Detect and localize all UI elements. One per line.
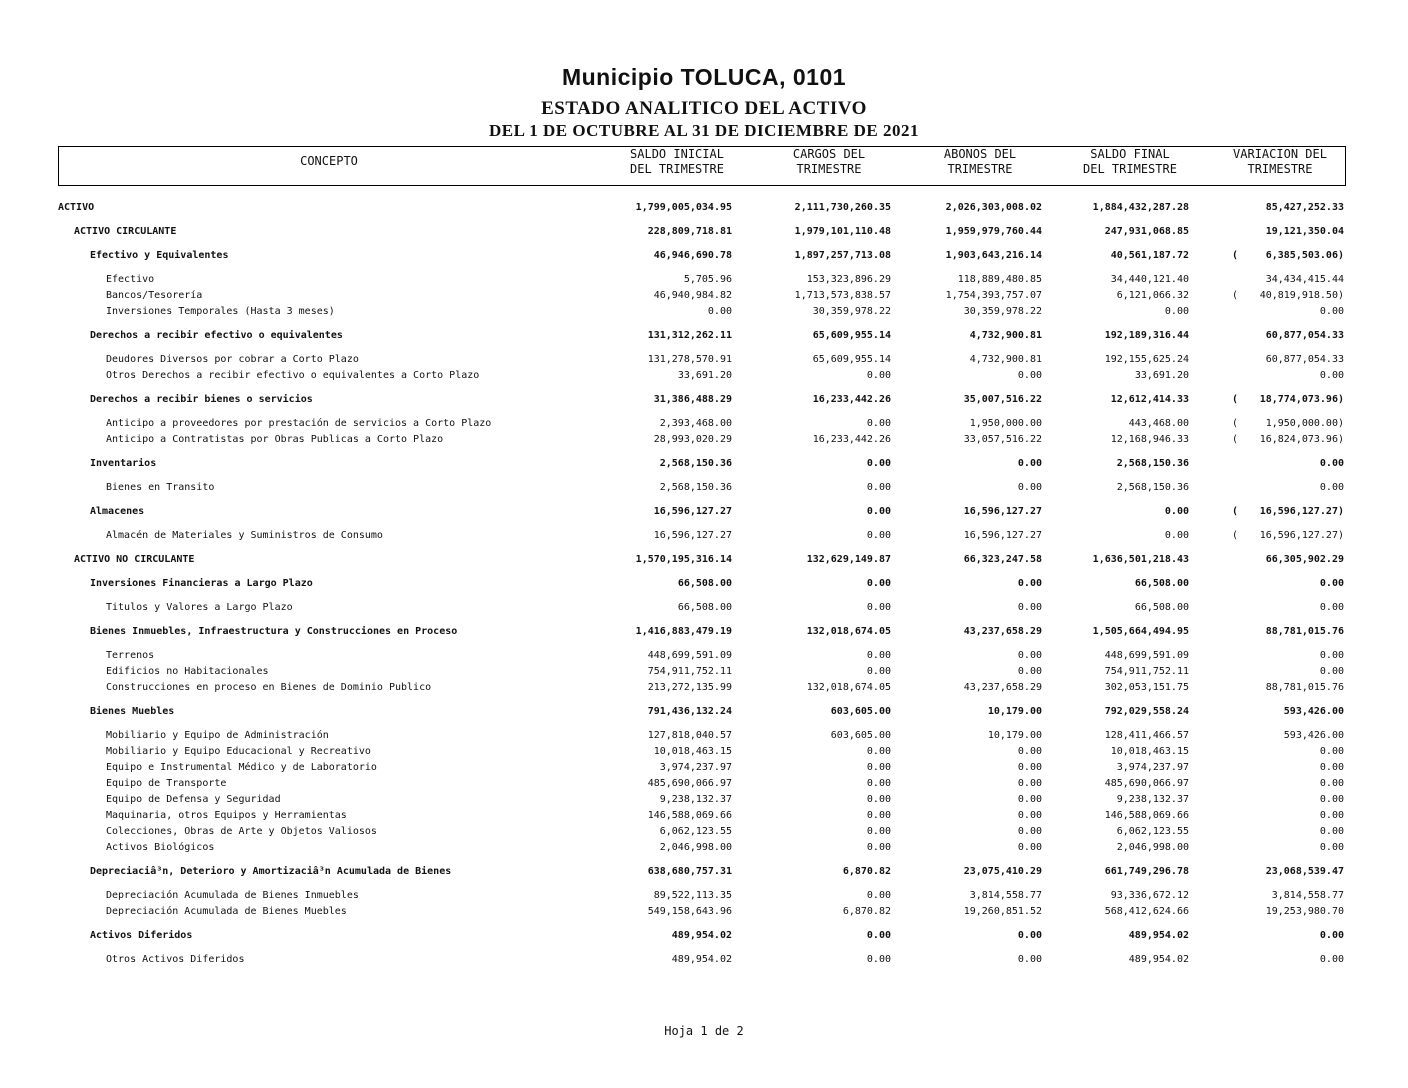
- row-variacion: 66,305,902.29: [1265, 554, 1344, 565]
- row-abonos: 35,007,516.22: [963, 394, 1042, 405]
- row-abonos: 0.00: [1017, 778, 1042, 789]
- row-saldo-final: 2,046,998.00: [1116, 842, 1189, 853]
- row-concept: Depreciaciâ³n, Deterioro y Amortizaciâ³n Acumulada de Bienes: [90, 866, 452, 877]
- row-saldo-inicial: 2,568,150.36: [659, 458, 732, 469]
- row-concept: Colecciones, Obras de Arte y Objetos Valiosos: [106, 826, 377, 837]
- row-concept: ACTIVO CIRCULANTE: [74, 226, 177, 237]
- row-saldo-inicial: 31,386,488.29: [653, 394, 732, 405]
- row-saldo-final: 485,690,066.97: [1104, 778, 1189, 789]
- row-saldo-inicial: 638,680,757.31: [647, 866, 732, 877]
- row-abonos: 19,260,851.52: [963, 906, 1042, 917]
- row-concept: Bancos/Tesorería: [106, 290, 203, 301]
- row-concept: Equipo de Defensa y Seguridad: [106, 794, 281, 805]
- row-saldo-inicial: 6,062,123.55: [659, 826, 732, 837]
- row-abonos: 10,179.00: [987, 730, 1042, 741]
- row-abonos: 0.00: [1017, 370, 1042, 381]
- negative-open-paren: (: [1232, 250, 1239, 261]
- row-saldo-inicial: 0.00: [707, 306, 732, 317]
- row-saldo-final: 192,155,625.24: [1104, 354, 1189, 365]
- table-row: [0, 864, 1408, 880]
- row-saldo-inicial: 89,522,113.35: [653, 890, 732, 901]
- row-abonos: 0.00: [1017, 842, 1042, 853]
- row-saldo-final: 302,053,151.75: [1104, 682, 1189, 693]
- table-row: [0, 624, 1408, 640]
- row-cargos: 153,323,896.29: [806, 274, 891, 285]
- row-saldo-final: 661,749,296.78: [1104, 866, 1189, 877]
- row-concept: Inventarios: [90, 458, 157, 469]
- row-cargos: 132,018,674.05: [806, 682, 891, 693]
- row-concept: Anticipo a proveedores por prestación de servicios a Corto Plazo: [106, 418, 492, 429]
- table-row: [0, 480, 1408, 496]
- row-concept: Deudores Diversos por cobrar a Corto Plazo: [106, 354, 359, 365]
- row-variacion: 0.00: [1319, 458, 1344, 469]
- table-row: [0, 248, 1408, 264]
- table-row: [0, 272, 1408, 288]
- row-variacion: 16,596,127.27): [1259, 530, 1344, 541]
- row-saldo-final: 2,568,150.36: [1116, 482, 1189, 493]
- row-saldo-inicial: 489,954.02: [671, 930, 732, 941]
- negative-open-paren: (: [1232, 394, 1239, 405]
- table-row: [0, 328, 1408, 344]
- row-cargos: 0.00: [866, 762, 891, 773]
- table-row: [0, 368, 1408, 384]
- row-saldo-final: 247,931,068.85: [1104, 226, 1189, 237]
- row-variacion: 0.00: [1319, 826, 1344, 837]
- row-concept: Otros Derechos a recibir efectivo o equivalentes a Corto Plazo: [106, 370, 480, 381]
- table-row: [0, 704, 1408, 720]
- row-variacion: 1,950,000.00): [1265, 418, 1344, 429]
- row-variacion: 6,385,503.06): [1265, 250, 1344, 261]
- row-variacion: 0.00: [1319, 954, 1344, 965]
- row-saldo-final: 93,336,672.12: [1110, 890, 1189, 901]
- table-row: [0, 824, 1408, 840]
- row-saldo-inicial: 66,508.00: [677, 602, 732, 613]
- row-cargos: 0.00: [866, 890, 891, 901]
- row-concept: Mobiliario y Equipo de Administración: [106, 730, 329, 741]
- row-saldo-inicial: 2,393,468.00: [659, 418, 732, 429]
- row-abonos: 33,057,516.22: [963, 434, 1042, 445]
- row-abonos: 0.00: [1017, 578, 1042, 589]
- row-abonos: 3,814,558.77: [969, 890, 1042, 901]
- row-cargos: 0.00: [866, 418, 891, 429]
- row-abonos: 1,903,643,216.14: [945, 250, 1042, 261]
- row-concept: Otros Activos Diferidos: [106, 954, 245, 965]
- row-saldo-inicial: 5,705.96: [683, 274, 732, 285]
- col-concepto: CONCEPTO: [300, 154, 358, 168]
- col-saldo-final: SALDO FINAL DEL TRIMESTRE: [1083, 147, 1177, 176]
- row-abonos: 66,323,247.58: [963, 554, 1042, 565]
- table-row: [0, 928, 1408, 944]
- row-saldo-inicial: 489,954.02: [671, 954, 732, 965]
- row-variacion: 0.00: [1319, 930, 1344, 941]
- row-abonos: 16,596,127.27: [963, 506, 1042, 517]
- row-saldo-final: 792,029,558.24: [1104, 706, 1189, 717]
- row-variacion: 0.00: [1319, 306, 1344, 317]
- row-concept: Inversiones Financieras a Largo Plazo: [90, 578, 313, 589]
- row-cargos: 132,629,149.87: [806, 554, 891, 565]
- row-abonos: 4,732,900.81: [969, 354, 1042, 365]
- row-variacion: 0.00: [1319, 794, 1344, 805]
- row-saldo-final: 1,636,501,218.43: [1092, 554, 1189, 565]
- row-variacion: 34,434,415.44: [1265, 274, 1344, 285]
- row-cargos: 0.00: [866, 842, 891, 853]
- row-saldo-inicial: 228,809,718.81: [647, 226, 732, 237]
- row-cargos: 1,897,257,713.08: [794, 250, 891, 261]
- row-saldo-final: 2,568,150.36: [1116, 458, 1189, 469]
- row-variacion: 60,877,054.33: [1265, 330, 1344, 341]
- row-saldo-final: 33,691.20: [1134, 370, 1189, 381]
- row-variacion: 593,426.00: [1283, 706, 1344, 717]
- row-saldo-final: 568,412,624.66: [1104, 906, 1189, 917]
- row-variacion: 0.00: [1319, 370, 1344, 381]
- row-saldo-final: 6,062,123.55: [1116, 826, 1189, 837]
- row-variacion: 88,781,015.76: [1265, 682, 1344, 693]
- row-cargos: 1,713,573,838.57: [794, 290, 891, 301]
- table-row: [0, 648, 1408, 664]
- negative-open-paren: (: [1232, 434, 1239, 445]
- row-concept: Bienes Inmuebles, Infraestructura y Construcciones en Proceso: [90, 626, 458, 637]
- row-variacion: 0.00: [1319, 746, 1344, 757]
- row-cargos: 0.00: [866, 506, 891, 517]
- row-saldo-final: 40,561,187.72: [1110, 250, 1189, 261]
- row-variacion: 19,121,350.04: [1265, 226, 1344, 237]
- table-row: [0, 352, 1408, 368]
- report-subtitle: ESTADO ANALITICO DEL ACTIVO: [541, 98, 867, 119]
- row-concept: Bienes Muebles: [90, 706, 175, 717]
- row-abonos: 10,179.00: [987, 706, 1042, 717]
- table-row: [0, 888, 1408, 904]
- row-saldo-inicial: 16,596,127.27: [653, 506, 732, 517]
- row-abonos: 0.00: [1017, 810, 1042, 821]
- row-abonos: 0.00: [1017, 666, 1042, 677]
- row-cargos: 16,233,442.26: [812, 434, 891, 445]
- row-saldo-final: 0.00: [1164, 530, 1189, 541]
- row-abonos: 0.00: [1017, 458, 1042, 469]
- row-variacion: 16,824,073.96): [1259, 434, 1344, 445]
- row-cargos: 0.00: [866, 650, 891, 661]
- table-row: [0, 392, 1408, 408]
- row-concept: Inversiones Temporales (Hasta 3 meses): [106, 306, 335, 317]
- table-row: [0, 416, 1408, 432]
- row-variacion: 60,877,054.33: [1265, 354, 1344, 365]
- row-concept: Edificios no Habitacionales: [106, 666, 269, 677]
- row-cargos: 0.00: [866, 578, 891, 589]
- row-cargos: 0.00: [866, 666, 891, 677]
- row-saldo-inicial: 1,416,883,479.19: [635, 626, 732, 637]
- table-row: [0, 952, 1408, 968]
- row-cargos: 0.00: [866, 370, 891, 381]
- row-abonos: 2,026,303,008.02: [945, 202, 1042, 213]
- row-cargos: 30,359,978.22: [812, 306, 891, 317]
- report-period: DEL 1 DE OCTUBRE AL 31 DE DICIEMBRE DE 2021: [488, 121, 920, 140]
- row-cargos: 0.00: [866, 530, 891, 541]
- row-cargos: 6,870.82: [842, 866, 891, 877]
- row-saldo-inicial: 131,312,262.11: [647, 330, 732, 341]
- row-concept: Derechos a recibir bienes o servicios: [90, 394, 313, 405]
- row-saldo-final: 0.00: [1164, 506, 1189, 517]
- row-cargos: 603,605.00: [830, 730, 891, 741]
- row-variacion: 0.00: [1319, 602, 1344, 613]
- row-variacion: 85,427,252.33: [1265, 202, 1344, 213]
- table-row: [0, 728, 1408, 744]
- row-concept: Equipo de Transporte: [106, 778, 227, 789]
- row-saldo-inicial: 754,911,752.11: [647, 666, 732, 677]
- row-abonos: 0.00: [1017, 954, 1042, 965]
- row-saldo-final: 66,508.00: [1134, 578, 1189, 589]
- table-row: [0, 904, 1408, 920]
- col-abonos: ABONOS DEL TRIMESTRE: [943, 147, 1017, 176]
- row-cargos: 65,609,955.14: [812, 354, 891, 365]
- row-cargos: 0.00: [866, 794, 891, 805]
- row-abonos: 0.00: [1017, 930, 1042, 941]
- row-saldo-inicial: 66,508.00: [677, 578, 732, 589]
- row-concept: Maquinaria, otros Equipos y Herramientas: [106, 810, 347, 821]
- table-row: [0, 792, 1408, 808]
- row-saldo-inicial: 46,940,984.82: [653, 290, 732, 301]
- row-cargos: 0.00: [866, 826, 891, 837]
- row-concept: Activos Diferidos: [90, 930, 193, 941]
- table-row: [0, 600, 1408, 616]
- row-saldo-final: 6,121,066.32: [1116, 290, 1189, 301]
- row-cargos: 0.00: [866, 482, 891, 493]
- row-saldo-final: 1,884,432,287.28: [1092, 202, 1189, 213]
- row-saldo-final: 34,440,121.40: [1110, 274, 1189, 285]
- row-variacion: 40,819,918.50): [1259, 290, 1344, 301]
- row-variacion: 16,596,127.27): [1259, 506, 1344, 517]
- row-concept: Derechos a recibir efectivo o equivalentes: [90, 330, 343, 341]
- row-saldo-inicial: 146,588,069.66: [647, 810, 732, 821]
- row-saldo-final: 1,505,664,494.95: [1092, 626, 1189, 637]
- row-cargos: 6,870.82: [842, 906, 891, 917]
- row-saldo-final: 754,911,752.11: [1104, 666, 1189, 677]
- col-variacion: VARIACION DEL TRIMESTRE: [1233, 147, 1327, 176]
- row-concept: Equipo e Instrumental Médico y de Laboratorio: [106, 762, 377, 773]
- row-concept: Activos Biológicos: [106, 842, 215, 853]
- row-cargos: 0.00: [866, 778, 891, 789]
- row-abonos: 43,237,658.29: [963, 682, 1042, 693]
- negative-open-paren: (: [1232, 290, 1239, 301]
- row-saldo-final: 448,699,591.09: [1104, 650, 1189, 661]
- row-abonos: 0.00: [1017, 482, 1042, 493]
- row-concept: Efectivo y Equivalentes: [90, 250, 229, 261]
- row-variacion: 0.00: [1319, 578, 1344, 589]
- table-row: [0, 432, 1408, 448]
- row-variacion: 88,781,015.76: [1265, 626, 1344, 637]
- row-saldo-inicial: 213,272,135.99: [647, 682, 732, 693]
- table-row: [0, 576, 1408, 592]
- row-saldo-inicial: 127,818,040.57: [647, 730, 732, 741]
- row-concept: Efectivo: [106, 274, 155, 285]
- row-abonos: 0.00: [1017, 794, 1042, 805]
- row-concept: Almacén de Materiales y Suministros de Consumo: [106, 530, 383, 541]
- row-abonos: 1,950,000.00: [969, 418, 1042, 429]
- row-concept: Bienes en Transito: [106, 482, 215, 493]
- row-saldo-inicial: 46,946,690.78: [653, 250, 732, 261]
- row-variacion: 0.00: [1319, 778, 1344, 789]
- row-variacion: 0.00: [1319, 650, 1344, 661]
- row-cargos: 0.00: [866, 746, 891, 757]
- row-saldo-inicial: 549,158,643.96: [647, 906, 732, 917]
- row-cargos: 0.00: [866, 930, 891, 941]
- row-saldo-final: 9,238,132.37: [1116, 794, 1189, 805]
- row-variacion: 23,068,539.47: [1265, 866, 1344, 877]
- row-saldo-inicial: 791,436,132.24: [647, 706, 732, 717]
- row-saldo-final: 12,612,414.33: [1110, 394, 1189, 405]
- table-row: [0, 840, 1408, 856]
- row-saldo-final: 128,411,466.57: [1104, 730, 1189, 741]
- row-concept: Titulos y Valores a Largo Plazo: [106, 602, 293, 613]
- table-row: [0, 552, 1408, 568]
- row-cargos: 0.00: [866, 458, 891, 469]
- row-cargos: 132,018,674.05: [806, 626, 891, 637]
- col-cargos: CARGOS DEL TRIMESTRE: [792, 147, 866, 176]
- row-concept: Depreciación Acumulada de Bienes Inmuebles: [106, 890, 359, 901]
- row-saldo-inicial: 28,993,020.29: [653, 434, 732, 445]
- table-row: [0, 304, 1408, 320]
- row-concept: ACTIVO NO CIRCULANTE: [74, 554, 195, 565]
- row-abonos: 1,959,979,760.44: [945, 226, 1042, 237]
- row-saldo-inicial: 2,568,150.36: [659, 482, 732, 493]
- row-abonos: 0.00: [1017, 762, 1042, 773]
- report-title: Municipio TOLUCA, 0101: [561, 64, 847, 90]
- table-row: [0, 680, 1408, 696]
- table-row: [0, 224, 1408, 240]
- row-cargos: 0.00: [866, 602, 891, 613]
- row-variacion: 0.00: [1319, 666, 1344, 677]
- table-row: [0, 664, 1408, 680]
- negative-open-paren: (: [1232, 418, 1239, 429]
- row-variacion: 19,253,980.70: [1265, 906, 1344, 917]
- table-row: [0, 776, 1408, 792]
- row-variacion: 0.00: [1319, 482, 1344, 493]
- row-cargos: 65,609,955.14: [812, 330, 891, 341]
- row-concept: Almacenes: [90, 506, 145, 517]
- row-saldo-inicial: 131,278,570.91: [647, 354, 732, 365]
- row-abonos: 0.00: [1017, 602, 1042, 613]
- negative-open-paren: (: [1232, 530, 1239, 541]
- row-concept: Mobiliario y Equipo Educacional y Recreativo: [106, 746, 371, 757]
- row-variacion: 0.00: [1319, 762, 1344, 773]
- table-row: [0, 528, 1408, 544]
- row-saldo-final: 12,168,946.33: [1110, 434, 1189, 445]
- row-variacion: 18,774,073.96): [1259, 394, 1344, 405]
- row-cargos: 2,111,730,260.35: [794, 202, 891, 213]
- row-saldo-final: 489,954.02: [1128, 930, 1189, 941]
- row-saldo-inicial: 10,018,463.15: [653, 746, 732, 757]
- row-abonos: 4,732,900.81: [969, 330, 1042, 341]
- row-variacion: 593,426.00: [1283, 730, 1344, 741]
- row-variacion: 0.00: [1319, 842, 1344, 853]
- row-concept: ACTIVO: [58, 202, 95, 213]
- row-saldo-inicial: 1,799,005,034.95: [635, 202, 732, 213]
- table-row: [0, 456, 1408, 472]
- row-saldo-inicial: 16,596,127.27: [653, 530, 732, 541]
- row-abonos: 118,889,480.85: [957, 274, 1042, 285]
- table-row: [0, 200, 1408, 216]
- row-concept: Construcciones en proceso en Bienes de Dominio Publico: [106, 682, 432, 693]
- table-row: [0, 504, 1408, 520]
- row-saldo-inicial: 33,691.20: [677, 370, 732, 381]
- row-saldo-inicial: 1,570,195,316.14: [635, 554, 732, 565]
- row-cargos: 1,979,101,110.48: [794, 226, 891, 237]
- table-row: [0, 760, 1408, 776]
- row-saldo-final: 489,954.02: [1128, 954, 1189, 965]
- row-saldo-inicial: 3,974,237.97: [659, 762, 732, 773]
- row-abonos: 16,596,127.27: [963, 530, 1042, 541]
- page-number: Hoja 1 de 2: [664, 1024, 744, 1038]
- row-abonos: 0.00: [1017, 650, 1042, 661]
- row-variacion: 3,814,558.77: [1271, 890, 1344, 901]
- row-cargos: 0.00: [866, 810, 891, 821]
- row-abonos: 1,754,393,757.07: [945, 290, 1042, 301]
- row-cargos: 0.00: [866, 954, 891, 965]
- row-saldo-final: 146,588,069.66: [1104, 810, 1189, 821]
- row-saldo-inicial: 9,238,132.37: [659, 794, 732, 805]
- col-saldo-inicial: SALDO INICIAL DEL TRIMESTRE: [630, 147, 724, 176]
- row-saldo-final: 3,974,237.97: [1116, 762, 1189, 773]
- row-abonos: 0.00: [1017, 746, 1042, 757]
- row-abonos: 0.00: [1017, 826, 1042, 837]
- row-abonos: 43,237,658.29: [963, 626, 1042, 637]
- row-abonos: 23,075,410.29: [963, 866, 1042, 877]
- negative-open-paren: (: [1232, 506, 1239, 517]
- row-saldo-final: 443,468.00: [1128, 418, 1189, 429]
- row-abonos: 30,359,978.22: [963, 306, 1042, 317]
- row-concept: Terrenos: [106, 650, 155, 661]
- row-saldo-final: 10,018,463.15: [1110, 746, 1189, 757]
- table-row: [0, 288, 1408, 304]
- row-saldo-final: 0.00: [1164, 306, 1189, 317]
- row-saldo-inicial: 485,690,066.97: [647, 778, 732, 789]
- row-concept: Anticipo a Contratistas por Obras Publicas a Corto Plazo: [106, 434, 444, 445]
- row-saldo-inicial: 2,046,998.00: [659, 842, 732, 853]
- row-cargos: 16,233,442.26: [812, 394, 891, 405]
- row-saldo-inicial: 448,699,591.09: [647, 650, 732, 661]
- row-saldo-final: 66,508.00: [1134, 602, 1189, 613]
- row-cargos: 603,605.00: [830, 706, 891, 717]
- row-variacion: 0.00: [1319, 810, 1344, 821]
- table-row: [0, 744, 1408, 760]
- row-saldo-final: 192,189,316.44: [1104, 330, 1189, 341]
- row-concept: Depreciación Acumulada de Bienes Muebles: [106, 906, 347, 917]
- table-row: [0, 808, 1408, 824]
